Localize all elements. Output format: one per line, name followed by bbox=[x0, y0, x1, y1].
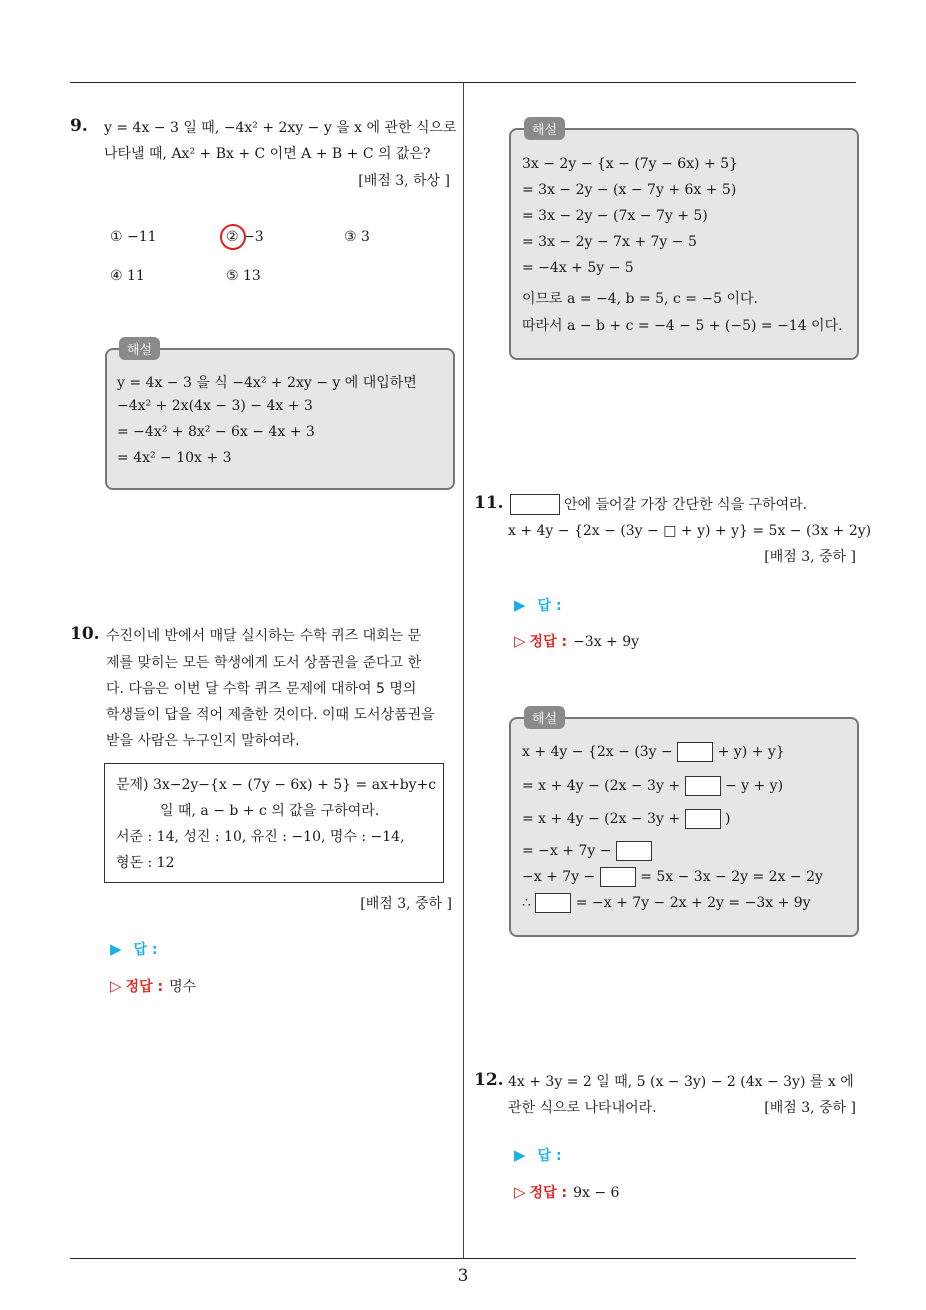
q11-blank-box bbox=[510, 494, 560, 515]
q11-text-line1: 안에 들어갈 가장 간단한 식을 구하여라. bbox=[564, 497, 808, 513]
q10-text-line: 학생들이 답을 적어 제출한 것이다. 이때 도서상품권을 bbox=[106, 707, 435, 723]
q10-box-line: 형돈 : 12 bbox=[116, 855, 175, 871]
q11-solution-tag: 해설 bbox=[524, 706, 565, 729]
q10-solution-line: = 3x − 2y − 7x + 7y − 5 bbox=[522, 234, 697, 250]
q9-solution-line: y = 4x − 3 을 식 −4x² + 2xy − y 에 대입하면 bbox=[117, 375, 417, 391]
play-icon: ▶ bbox=[514, 596, 526, 614]
blank-box bbox=[535, 893, 571, 913]
q9-solution-line: = −4x² + 8x² − 6x − 4x + 3 bbox=[117, 424, 315, 440]
q10-score: [배점 3, 중하 ] bbox=[360, 896, 452, 912]
q12-score: [배점 3, 중하 ] bbox=[764, 1100, 856, 1116]
q10-solution-line: 이므로 a = −4, b = 5, c = −5 이다. bbox=[522, 291, 758, 307]
q11-solution-line: x + 4y − {2x − (3y − + y) + y} bbox=[522, 744, 785, 760]
q10-text-line: 제를 맞히는 모든 학생에게 도서 상품권을 준다고 한 bbox=[106, 655, 422, 671]
q9-score: [배점 3, 하상 ] bbox=[358, 173, 450, 189]
q12-correct-row: ▷ 정답 : 9x − 6 bbox=[514, 1183, 620, 1201]
q10-box-line: 서준 : 14, 성진 : 10, 유진 : −10, 명수 : −14, bbox=[116, 829, 405, 845]
q10-solution-line: 따라서 a − b + c = −4 − 5 + (−5) = −14 이다. bbox=[522, 318, 843, 334]
q10-correct-row: ▷ 정답 : 명수 bbox=[110, 977, 197, 995]
q11-solution-line: = x + 4y − (2x − 3y + ) bbox=[522, 811, 731, 827]
q9-choice-4[interactable]: ④ 11 bbox=[110, 268, 145, 284]
blank-box bbox=[685, 809, 721, 829]
q11-text-line2: x + 4y − {2x − (3y − □ + y) + y} = 5x − (3x + 2y) bbox=[508, 523, 872, 539]
q10-solution-tag: 해설 bbox=[524, 117, 565, 140]
q9-solution-line: = 4x² − 10x + 3 bbox=[117, 450, 232, 466]
blank-box bbox=[677, 742, 713, 762]
play-icon: ▶ bbox=[514, 1146, 526, 1164]
q10-answer-row[interactable]: ▶ 답 : bbox=[110, 940, 158, 958]
q10-box-line: 문제) 3x−2y−{x − (7y − 6x) + 5} = ax+by+c bbox=[116, 777, 437, 793]
page-number: 3 bbox=[457, 1266, 469, 1286]
blank-box bbox=[600, 867, 636, 887]
q10-solution-line: = 3x − 2y − (x − 7y + 6x + 5) bbox=[522, 182, 737, 198]
q9-choice-3[interactable]: ③ 3 bbox=[344, 229, 370, 245]
bottom-rule bbox=[70, 1258, 856, 1259]
q9-solution-box bbox=[105, 348, 455, 490]
q10-number: 10. bbox=[70, 624, 100, 644]
q11-score: [배점 3, 중하 ] bbox=[764, 549, 856, 565]
q9-solution-line: −4x² + 2x(4x − 3) − 4x + 3 bbox=[117, 398, 313, 414]
q11-solution-line: −x + 7y − = 5x − 3x − 2y = 2x − 2y bbox=[522, 869, 823, 885]
q10-box-line: 일 때, a − b + c 의 값을 구하여라. bbox=[160, 803, 380, 819]
q9-number: 9. bbox=[70, 116, 88, 136]
q9-text-line1: y = 4x − 3 일 때, −4x² + 2xy − y 을 x 에 관한 식으로 bbox=[104, 120, 457, 136]
q10-text-line: 받을 사람은 누구인지 말하여라. bbox=[106, 733, 300, 749]
q10-solution-line: = 3x − 2y − (7x − 7y + 5) bbox=[522, 208, 708, 224]
q10-text-line: 수진이네 반에서 매달 실시하는 수학 퀴즈 대회는 문 bbox=[106, 628, 422, 644]
q9-choice-1[interactable]: ① −11 bbox=[110, 229, 157, 245]
q11-solution-line: = −x + 7y − bbox=[522, 841, 652, 861]
q9-selected-mark bbox=[220, 224, 246, 250]
blank-box bbox=[685, 776, 721, 796]
q11-solution-line: ∴ = −x + 7y − 2x + 2y = −3x + 9y bbox=[522, 895, 811, 911]
blank-box bbox=[616, 841, 652, 861]
q10-solution-line: = −4x + 5y − 5 bbox=[522, 260, 634, 276]
q10-solution-line: 3x − 2y − {x − (7y − 6x) + 5} bbox=[522, 156, 738, 172]
q11-solution-line: = x + 4y − (2x − 3y + − y + y) bbox=[522, 778, 784, 794]
q11-correct-row: ▷ 정답 : −3x + 9y bbox=[514, 632, 640, 650]
q9-choice-5[interactable]: ⑤ 13 bbox=[226, 268, 261, 284]
q9-solution-tag: 해설 bbox=[119, 337, 160, 360]
q12-number: 12. bbox=[474, 1070, 504, 1090]
q12-answer-row[interactable]: ▶ 답 : bbox=[514, 1146, 562, 1164]
q12-text-line1: 4x + 3y = 2 일 때, 5 (x − 3y) − 2 (4x − 3y) 를 x 에 bbox=[508, 1074, 854, 1090]
q12-text-line2: 관한 식으로 나타내어라. bbox=[508, 1100, 657, 1116]
triangle-outline-icon: ▷ bbox=[514, 1183, 526, 1201]
q9-text-line2: 나타낼 때, Ax² + Bx + C 이면 A + B + C 의 값은? bbox=[104, 146, 431, 162]
column-divider bbox=[463, 83, 464, 1258]
q9-choice-2[interactable]: ② −3 bbox=[226, 229, 264, 245]
play-icon: ▶ bbox=[110, 940, 122, 958]
q11-answer-row[interactable]: ▶ 답 : bbox=[514, 596, 562, 614]
triangle-outline-icon: ▷ bbox=[514, 632, 526, 650]
triangle-outline-icon: ▷ bbox=[110, 977, 122, 995]
q10-text-line: 다. 다음은 이번 달 수학 퀴즈 문제에 대하여 5 명의 bbox=[106, 681, 417, 697]
q11-number: 11. bbox=[474, 493, 504, 513]
